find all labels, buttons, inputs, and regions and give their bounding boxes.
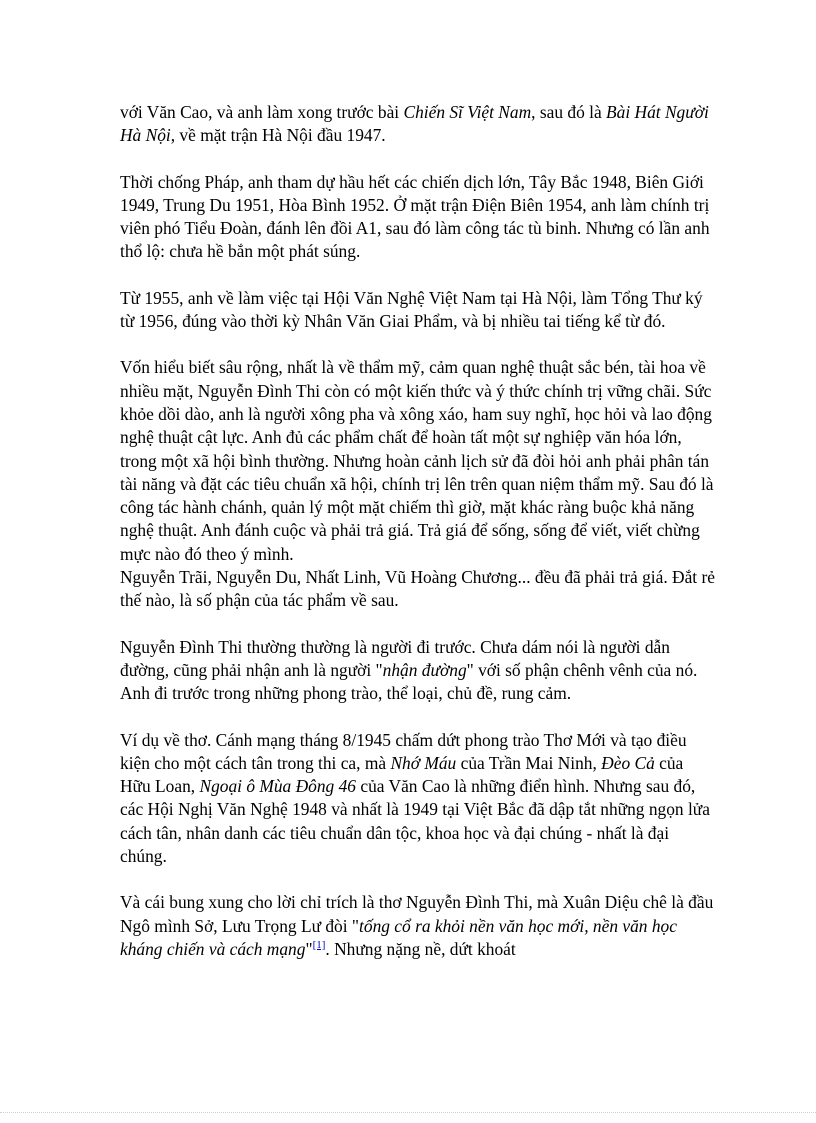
text-run: của Trần Mai Ninh, <box>456 752 602 773</box>
footnote-link[interactable]: [1] <box>312 939 326 952</box>
text-run: . Nhưng nặng nề, dứt khoát <box>325 938 516 959</box>
text-run: Thời chống Pháp, anh tham dự hầu hết các chiến dịch lớn, Tây Bắc 1948, Biên Giới 1949, Trung Du 1951, Hòa Bình 1952. Ở mặt trận Điện Biên 1954, anh làm chính trị viên phó Tiểu Đoàn, đánh lên đồi A1, sau đó làm công tác tù binh. Nhưng có lần anh thổ lộ: chưa hề bắn một phát súng. <box>120 171 710 262</box>
paragraph-7 <box>120 729 716 869</box>
text-run: " <box>305 938 313 959</box>
italic-title: nhận đường <box>382 659 467 680</box>
text-run: Nguyễn Đình Thi thường thường là người đi trước. Chưa dám nói là người dẫn đường, cũng phải nhận anh là người " <box>120 636 670 680</box>
paragraph-8 <box>120 891 716 961</box>
text-run: , về mặt trận Hà Nội đầu 1947. <box>170 125 386 146</box>
paragraph-5 <box>120 566 716 613</box>
paragraph-6 <box>120 636 716 706</box>
paragraph-4 <box>120 356 716 566</box>
text-run: của Hữu Loan, <box>120 752 684 797</box>
italic-title: Đèo Cả <box>601 752 655 773</box>
text-run: " với số phận chênh vênh của nó. Anh đi trước trong những phong trào, thể loại, chủ đề, rung cảm. <box>120 659 698 704</box>
text-run: Từ 1955, anh về làm việc tại Hội Văn Nghệ Việt Nam tại Hà Nội, làm Tổng Thư ký từ 1956, đúng vào thời kỳ Nhân Văn Giai Phẩm, và bị nhiều tai tiếng kể từ đó. <box>120 287 703 332</box>
italic-title: Ngoại ô Mùa Đông 46 <box>199 776 356 797</box>
text-run: Ví dụ về thơ. Cánh mạng tháng 8/1945 chấm dứt phong trào Thơ Mới và tạo điều kiện cho một cách tân trong thi ca, mà <box>120 729 687 773</box>
text-run: của Văn Cao là những điển hình. Nhưng sau đó, các Hội Nghị Văn Nghệ 1948 và nhất là 1949 tại Việt Bắc đã dập tắt những ngọn lửa cách tân, nhân danh các tiêu chuẩn dân tộc, khoa học và đại chúng - nhất là đại chúng. <box>120 776 710 867</box>
text-run: , sau đó là <box>531 102 607 122</box>
italic-title: tống cổ ra khỏi nền văn học mới, nền văn học kháng chiến và cách mạng <box>120 915 677 959</box>
text-run: Nguyễn Trãi, Nguyễn Du, Nhất Linh, Vũ Hoàng Chương... đều đã phải trả giá. Đắt rẻ thế nào, là số phận của tác phẩm về sau. <box>120 567 715 611</box>
text-run: Vốn hiểu biết sâu rộng, nhất là về thẩm mỹ, cảm quan nghệ thuật sắc bén, tài hoa về nhiều mặt, Nguyễn Đình Thi còn có một kiến thức và ý thức chính trị vững chãi. Sức khỏe dồi dào, anh là người xông pha và xông xáo, ham suy nghĩ, học hỏi và lao động nghệ thuật cật lực. Anh đủ các phẩm chất để hoàn tất một sự nghiệp văn hóa lớn, trong một xã hội bình thường. Nhưng hoàn cảnh lịch sử đã đòi hỏi anh phải phân tán tài năng và đặt các tiêu chuẩn xã hội, chính trị lên trên quan niệm thẩm mỹ. Sau đó là công tác hành chánh, quản lý một mặt chiếm thì giờ, mặt khác ràng buộc khả năng nghệ thuật. Anh đánh cuộc và phải trả giá. Trả giá để sống, sống để viết, viết chừng mực nào đó theo ý mình. <box>120 357 714 564</box>
paragraph-2 <box>120 171 716 264</box>
italic-title: Nhớ Máu <box>390 752 457 773</box>
page-bottom-divider <box>0 1112 816 1113</box>
text-run: với Văn Cao, và anh làm xong trước bài <box>120 102 404 122</box>
italic-title: Chiến Sĩ Việt Nam <box>403 102 532 122</box>
paragraph-3 <box>120 287 716 334</box>
italic-title: Bài Hát Người Hà Nội <box>120 102 709 146</box>
text-run: Và cái bung xung cho lời chỉ trích là thơ Nguyễn Đình Thi, mà Xuân Diệu chê là đầu Ngô mình Sở, Lưu Trọng Lư đòi " <box>120 892 714 936</box>
paragraph-1 <box>120 101 716 148</box>
